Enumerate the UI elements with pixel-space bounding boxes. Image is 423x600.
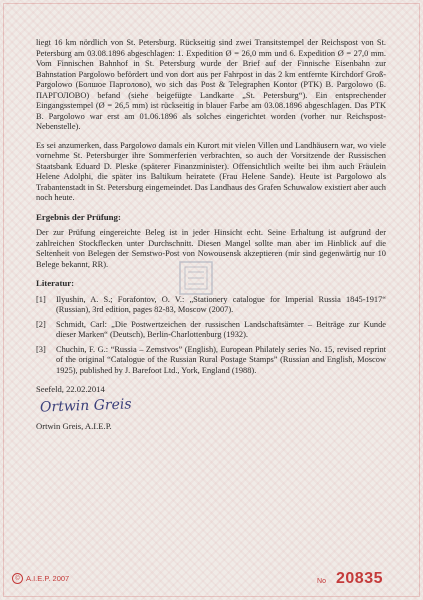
result-text: Der zur Prüfung eingereichte Beleg ist in jeder Hinsicht echt. Seine Erhaltung ist aufgrund der zahlreichen Stockflecken unter Durchschnitt. Diesen Mangel sollte man aber im Hinblick auf die Seltenheit von Belegen der Semstwo-Post von Nowousensk akzeptieren (mir sind gegenwärtig nur 10 Belege bekannt, RR). xyxy=(36,228,386,269)
footer-copyright xyxy=(12,573,69,584)
literature-text: Chuchin, F. G.: “Russia – Zemstvos” (English), European Philately series No. 15, revised reprint of the original “Catalogue of the Russian Rural Postage Stamps” (Russian and English, Moscow 1925), published by J. Barefoot Ltd., York, England (1988). xyxy=(56,344,386,375)
footer-serial xyxy=(317,570,383,588)
copyright-text: A.I.E.P. 2007 xyxy=(26,574,70,583)
literature-text: Schmidt, Carl: „Die Postwertzeichen der russischen Landschaftsämter – Beiträge zur Kunde dieser Marken“ (Deutsch), Berlin-Charlottenburg (1932). xyxy=(56,319,386,339)
literature-item xyxy=(36,320,386,341)
serial-label: No xyxy=(317,578,326,585)
serial-number: 20835 xyxy=(336,570,383,587)
copyright-icon: © xyxy=(12,573,23,584)
literature-number: [2] xyxy=(36,319,46,329)
certificate-body xyxy=(36,38,386,432)
place-date: Seefeld, 22.02.2014 xyxy=(36,384,105,394)
handwritten-signature: Ortwin Greis xyxy=(39,395,132,416)
body-paragraph-2: Es sei anzumerken, dass Pargolowo damals ein Kurort mit vielen Villen und Landhäusern war, wo viele vornehme St. Petersburger ihre Sommerferien verbrachten, so auch der Vorsitzende der Russischen Staatsbank Eduard D. Pleske (späterer Finanzminister). Offensichtlich weilte bei ihm auch Fräulein Helene Adolphi, die später ins Baltikum heiratete (Frau Helene Sande). Heute ist Pargolowo als Trabantenstadt in St. Petersburg eingemeindet. Das Landhaus des Grafen Schuwalow existiert aber auch noch heute. xyxy=(36,140,386,202)
embossed-seal-icon xyxy=(176,258,216,298)
literature-number: [1] xyxy=(36,294,46,304)
signer-name: Ortwin Greis, A.I.E.P. xyxy=(36,421,112,431)
literature-item xyxy=(36,345,386,377)
body-paragraph-1: liegt 16 km nördlich von St. Petersburg. Rückseitig sind zwei Transitstempel der Reichspost von St. Petersburg am 03.08.1896 abgeschlagen: 1. Expedition Ø = 26,0 mm und 6. Expedition Ø = 27,0 mm. Vom Finnischen Bahnhof in St. Petersburg wurde der Brief auf der Finnische Eisenbahn zur Bahnstation Pargolowo befördert und von dort aus per Fahrpost in das 2 km entfernte Kirchdorf Groß-Pargolowo (Болшое Парголово), wo sich das Post & Telegraphen Kontor (PTK) B. Pargolowo (Б. ПАРГОЛОВО) befand (siehe beigefügte Landkarte „St. Petersburg“). Ein entsprechender Eingangsstempel (Ø = 26,5 mm) ist rückseitig in blauer Farbe am 03.08.1896 abgeschlagen. Das PTK B. Pargolowo war erst am 01.06.1896 als solches eingerichtet worden (vorher nur Reichspost-Nebenstelle). xyxy=(36,38,386,131)
result-heading: Ergebnis der Prüfung: xyxy=(36,211,121,222)
literature-list xyxy=(36,295,386,377)
literature-heading: Literatur: xyxy=(36,278,75,288)
literature-number: [3] xyxy=(36,344,46,354)
literature-text: Ilyushin, A. S.; Forafontov, O. V.: „Stationery catalogue for Imperial Russia 1845-1917“ (Russian), 3rd edition, pages 82-83, Moscow (2007). xyxy=(56,294,386,314)
